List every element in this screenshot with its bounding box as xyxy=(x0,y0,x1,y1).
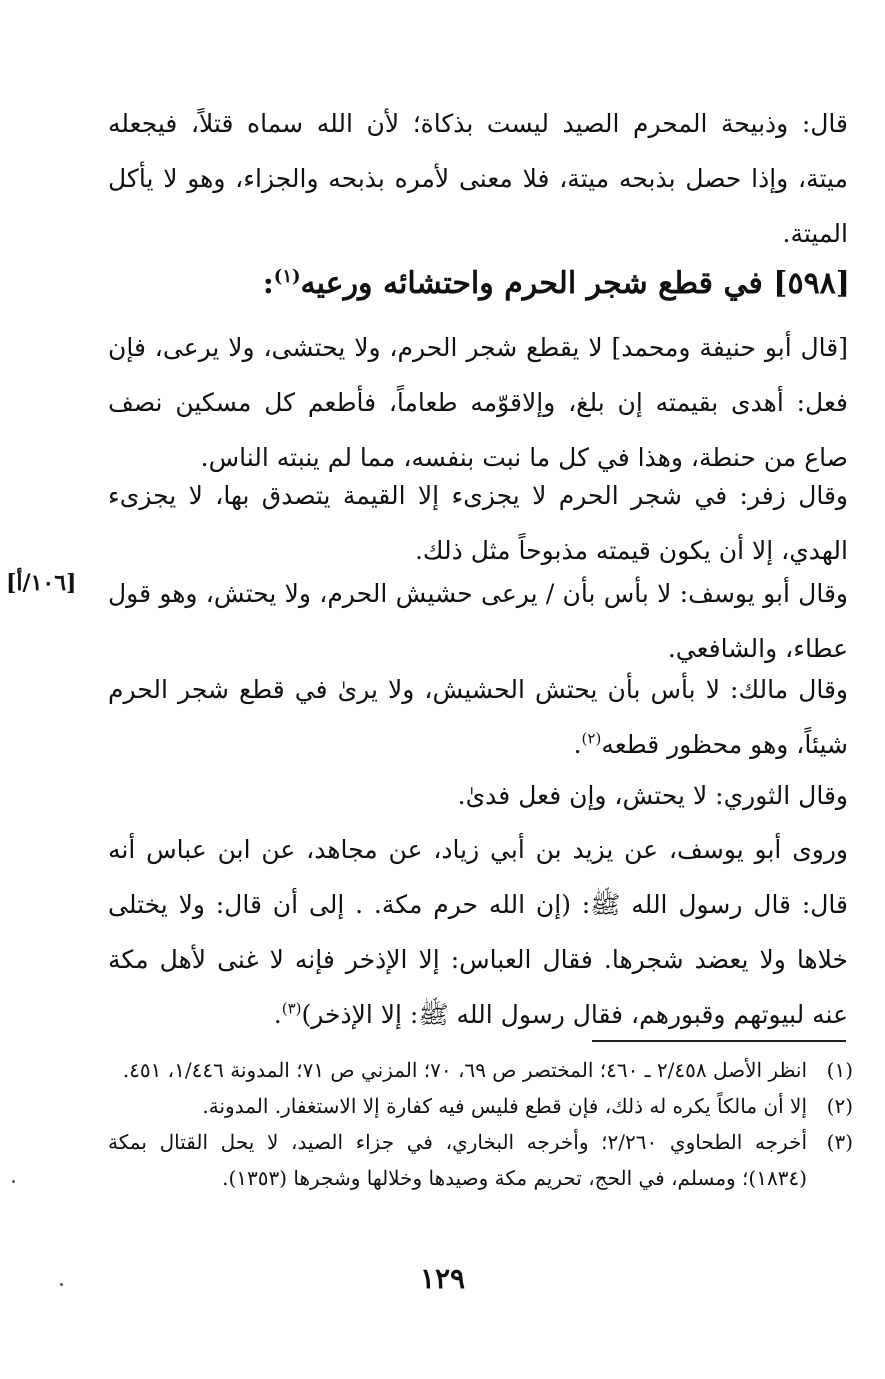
footnote-1 xyxy=(108,1052,853,1088)
paragraph-7: وروى أبو يوسف، عن يزيد بن أبي زياد، عن مجاهد، عن ابن عباس أنه قال: قال رسول الله ﷺ: (إن الله حرم مكة. . إلى أن قال: ولا يختلى خلاها ولا يعضد شجرها. فقال العباس: إلا الإذخر فإنه لا غنى لأهل مكة عنه لبيوتهم وقبورهم، فقال رسول الله ﷺ: إلا الإذخر)$^{(٣)}$. xyxy=(108,835,848,1029)
paragraph-1: قال: وذبيحة المحرم الصيد ليست بذكاة؛ لأن الله سماه قتلاً، فيجعله ميتة، وإذا حصل بذبحه ميتة، فلا معنى لأمره بذبحه والجزاء، وهو لا يأكل الميتة. xyxy=(108,109,848,248)
footnotes xyxy=(108,1052,853,1196)
footnote-text: انظر الأصل ٢/٤٥٨ ـ ٤٦٠؛ المختصر ص ٦٩، ٧٠؛ المزني ص ٧١؛ المدونة ١/٤٤٦، ٤٥١. xyxy=(122,1058,807,1082)
section-heading xyxy=(250,262,850,306)
heading-text: [٥٩٨] في قطع شجر الحرم واحتشائه ورعيه xyxy=(300,266,850,301)
paragraph-5: وقال مالك: لا بأس بأن يحتش الحشيش، ولا يرىٰ في قطع شجر الحرم شيئاً، وهو محظور قطعه$^{(٢)}$. xyxy=(108,675,848,759)
scan-speck xyxy=(12,1180,15,1183)
paragraph-3: وقال زفر: في شجر الحرم لا يجزىء إلا القيمة يتصدق بها، لا يجزىء الهدي، إلا أن يكون قيمته مذبوحاً مثل ذلك. xyxy=(108,481,848,565)
page-number: ١٢٩ xyxy=(419,1262,466,1295)
footnote-number: (٣) xyxy=(826,1130,853,1154)
manuscript-folio-marker: [١٠٦/أ] xyxy=(6,570,77,596)
footnote-3 xyxy=(108,1124,853,1196)
footnote-ref-3: (٣) xyxy=(281,999,302,1018)
paragraph-2: [قال أبو حنيفة ومحمد] لا يقطع شجر الحرم، ولا يحتشى، ولا يرعى، فإن فعل: أهدى بقيمته إن بلغ، وإلاقوّمه طعاماً، فأطعم كل مسكين نصف صاع من حنطة، وهذا في كل ما نبت بنفسه، مما لم ينبته الناس. xyxy=(108,333,848,472)
heading-footnote-mark: (١) xyxy=(273,266,301,287)
footnote-text: أخرجه الطحاوي ٢/٢٦٠؛ وأخرجه البخاري، في جزاء الصيد، لا يحل القتال بمكة (١٨٣٤)؛ ومسلم، في الحج، تحريم مكة وصيدها وخلالها وشجرها (١٣٥٣). xyxy=(108,1130,807,1190)
paragraph-6: وقال الثوري: لا يحتش، وإن فعل فدىٰ. xyxy=(457,781,848,810)
heading-colon: : xyxy=(262,266,274,301)
footnote-separator xyxy=(592,1040,846,1042)
scan-speck xyxy=(60,1283,63,1286)
footnote-2 xyxy=(108,1088,853,1124)
paragraph-4: وقال أبو يوسف: لا بأس بأن / يرعى حشيش الحرم، ولا يحتش، وهو قول عطاء، والشافعي. xyxy=(108,579,848,663)
footnote-number: (٢) xyxy=(826,1094,853,1118)
footnote-ref-2: (٢) xyxy=(581,729,602,748)
footnote-number: (١) xyxy=(826,1058,853,1082)
footnote-text: إلا أن مالكاً يكره له ذلك، فإن قطع فليس فيه كفارة إلا الاستغفار. المدونة. xyxy=(202,1094,807,1118)
